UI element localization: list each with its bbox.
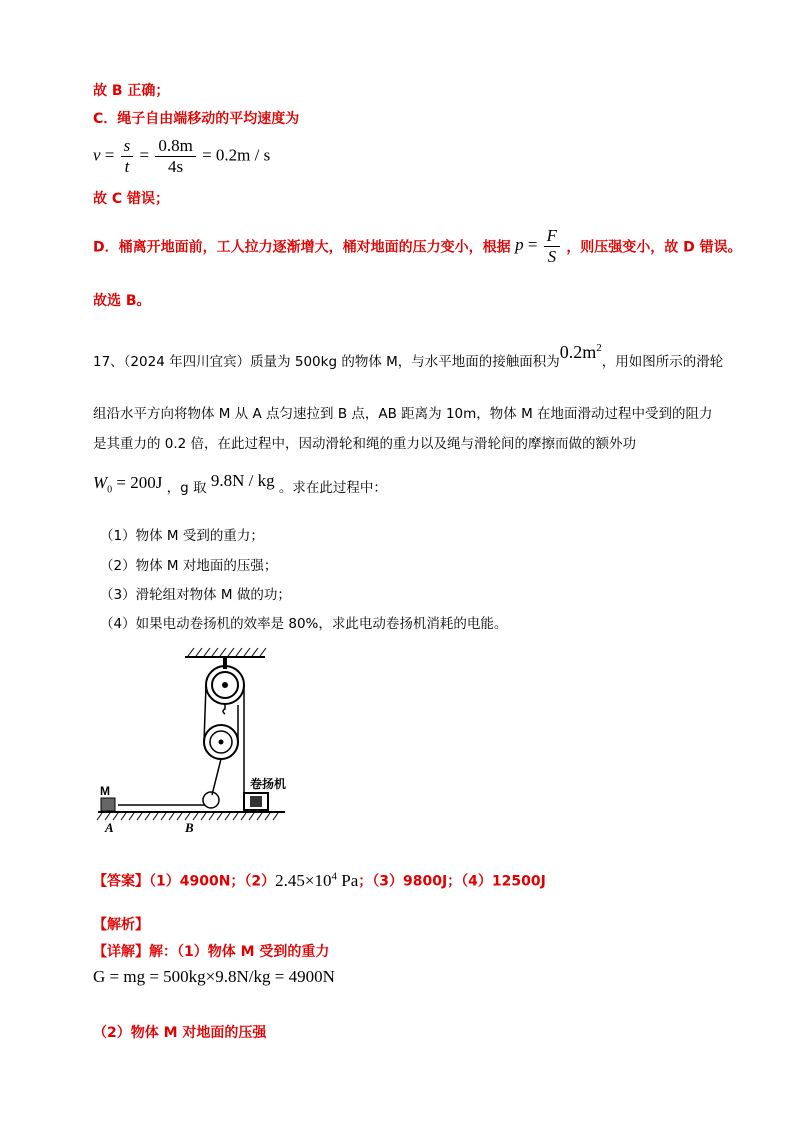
q17-line-2: 组沿水平方向将物体 M 从 A 点匀速拉到 B 点，AB 距离为 10m，物体 M 在地面滑动过程中受到的阻力: [93, 406, 713, 422]
fraction-s-t: $\frac{s}{t}$: [121, 136, 134, 177]
label-m: M: [100, 784, 110, 798]
choose-b-line: 故选 B。: [93, 293, 151, 309]
q17-line-3: 是其重力的 0.2 倍，在此过程中，因动滑轮和绳的重力以及绳与滑轮间的摩擦而做的额外功: [93, 436, 637, 452]
analysis-title: 【解析】: [93, 917, 149, 933]
extra-work: $W_0 = 200J$: [93, 473, 163, 496]
label-b: B: [185, 820, 194, 835]
pressure-formula: p = $\frac{F}{S}$: [515, 235, 566, 254]
c-wrong-line: 故 C 错误；: [93, 191, 170, 207]
label-winch: 卷扬机: [250, 777, 287, 791]
part2-title: （2）物体 M 对地面的压强: [93, 1025, 267, 1041]
gravity-equation: G = mg = 500kg×9.8N/kg = 4900N: [93, 967, 335, 986]
q17-item-1: （1）物体 M 受到的重力；: [100, 528, 264, 544]
winch-drum: [250, 796, 262, 807]
q17-line-1: 17、（2024 年四川宜宾）质量为 500kg 的物体 M，与水平地面的接触面积为$0.2m^2$，用如图所示的滑轮: [93, 342, 724, 370]
velocity-result: = 0.2m / s: [202, 145, 271, 165]
c-velocity-equation: v = $\frac{s}{t}$ = $\frac{0.8m}{4s}$ = 0.2m / s: [93, 136, 271, 176]
eq-v: v: [93, 145, 101, 165]
d-option-line: D．桶离开地面前，工人拉力逐渐增大，桶对地面的压力变小，根据 p = $\frac{F}{S}$ ，则压强变小，故 D 错误。: [93, 226, 742, 266]
rope-down: [212, 759, 221, 795]
pressure-answer: $2.45\times 10^4$ Pa: [275, 870, 359, 890]
q17-item-2: （2）物体 M 对地面的压强；: [100, 558, 278, 574]
fraction-values: $\frac{0.8m}{4s}$: [155, 136, 195, 177]
q17-line-4: $W_0 = 200J$ ，g 取 9.8N / kg 。求在此过程中：: [93, 471, 387, 496]
ground-hatch: [97, 813, 278, 820]
pulley-hook: [223, 704, 225, 714]
detail-title: 【详解】解：（1）物体 M 受到的重力: [93, 944, 330, 960]
answer-line: 【答案】（1）4900N；$(2)2.45\times 10^4$ Pa；（3）9800J；（4）12500J: [93, 870, 546, 890]
b-correct-line: 故 B 正确；: [93, 83, 170, 99]
q17-item-3: （3）滑轮组对物体 M 做的功；: [100, 587, 291, 603]
q17-item-4: （4）如果电动卷扬机的效率是 80%，求此电动卷扬机消耗的电能。: [100, 616, 508, 632]
ceiling-hatch: [188, 648, 266, 656]
label-a: A: [105, 820, 114, 835]
object-m: [101, 798, 115, 811]
ground-pulley: [203, 792, 219, 808]
c-option-title: C．绳子自由端移动的平均速度为: [93, 111, 300, 127]
gravity-constant: 9.8N / kg: [210, 471, 275, 490]
pulley-system-figure: [90, 645, 320, 840]
contact-area: $0.2m^2$: [559, 342, 602, 362]
